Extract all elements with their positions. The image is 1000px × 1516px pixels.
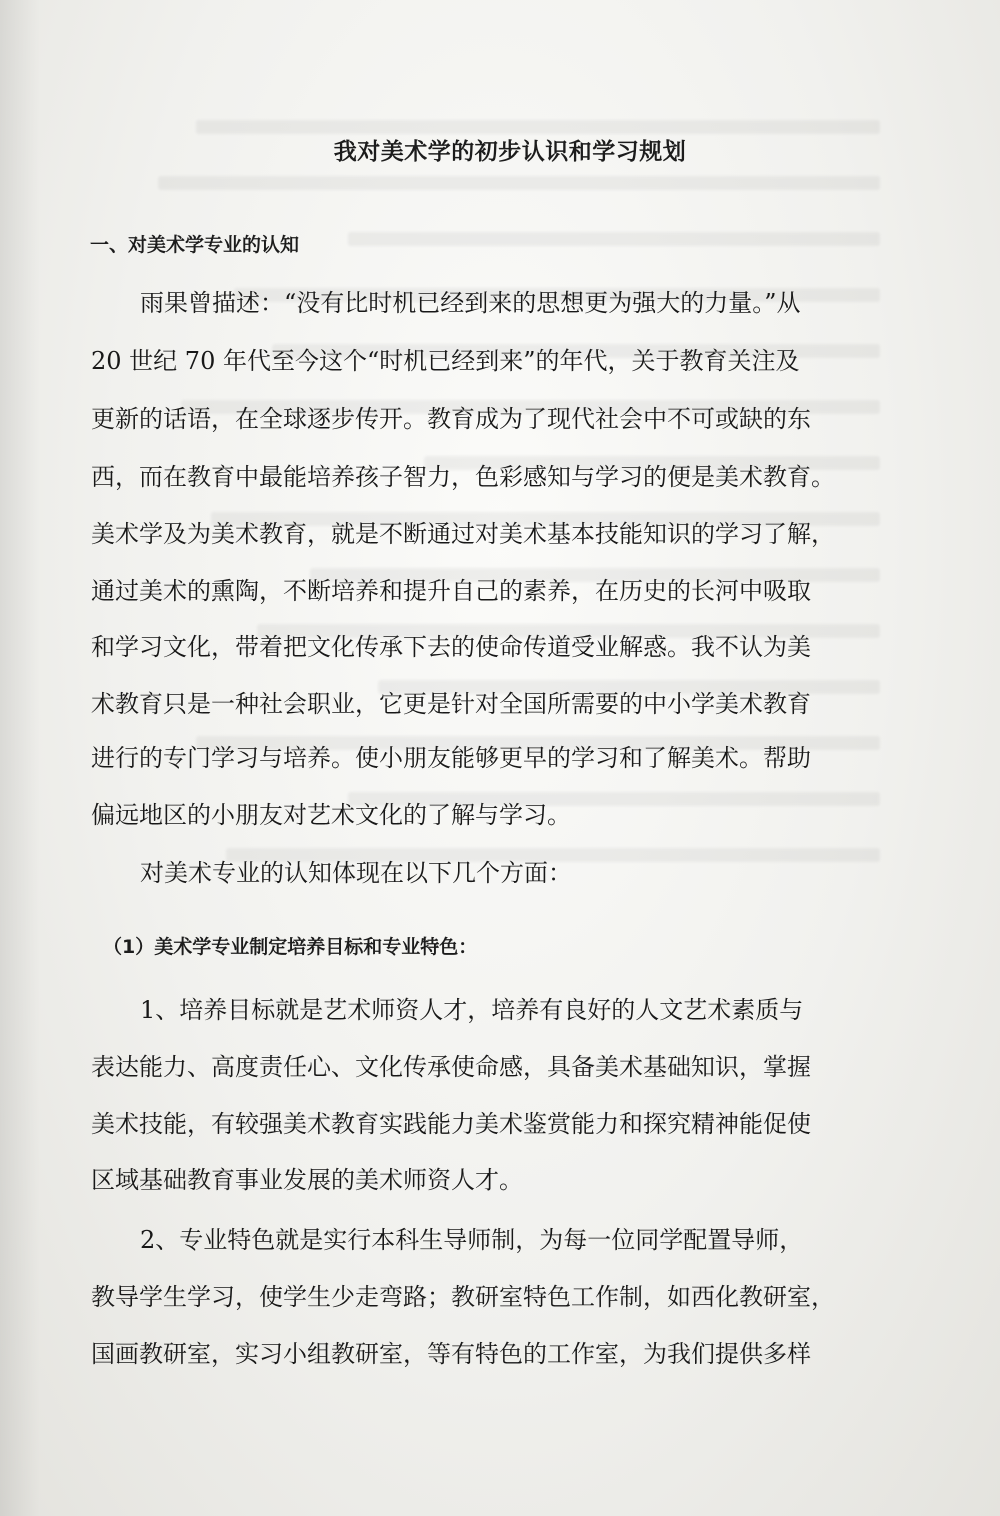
document-title: 我对美术学的初步认识和学习规划 (333, 139, 687, 165)
page-fold-shadow (0, 0, 40, 1516)
paragraph-line: 对美术专业的认知体现在以下几个方面： (140, 859, 572, 887)
paragraph-line: 进行的专门学习与培养。使小朋友能够更早的学习和了解美术。帮助 (91, 744, 811, 772)
paragraph-line: 更新的话语，在全球逐步传开。教育成为了现代社会中不可或缺的东 (91, 405, 811, 433)
list-item-line: 表达能力、高度责任心、文化传承使命感，具备美术基础知识，掌握 (91, 1053, 811, 1081)
paragraph-line: 通过美术的熏陶，不断培养和提升自己的素养，在历史的长河中吸取 (91, 577, 811, 605)
paragraph-line: 雨果曾描述：“没有比时机已经到来的思想更为强大的力量。”从 (140, 289, 801, 317)
list-item-line: 2、专业特色就是实行本科生导师制，为每一位同学配置导师， (140, 1226, 804, 1254)
list-item-line: 教导学生学习，使学生少走弯路；教研室特色工作制，如西化教研室， (91, 1283, 835, 1311)
section-heading: 一、对美术学专业的认知 (90, 234, 300, 256)
subsection-heading: （1）美术学专业制定培养目标和专业特色： (103, 936, 478, 958)
list-item-line: 1、培养目标就是艺术师资人才，培养有良好的人文艺术素质与 (140, 996, 804, 1024)
paragraph-line: 美术学及为美术教育，就是不断通过对美术基本技能知识的学习了解， (91, 520, 835, 548)
paragraph-line: 20 世纪 70 年代至今这个“时机已经到来”的年代，关于教育关注及 (91, 347, 800, 375)
list-item-line: 区域基础教育事业发展的美术师资人才。 (91, 1166, 523, 1194)
paragraph-line: 和学习文化，带着把文化传承下去的使命传道受业解惑。我不认为美 (91, 633, 811, 661)
list-item-line: 美术技能，有较强美术教育实践能力美术鉴赏能力和探究精神能促使 (91, 1110, 811, 1138)
paragraph-line: 偏远地区的小朋友对艺术文化的了解与学习。 (91, 801, 571, 829)
paragraph-line: 西，而在教育中最能培养孩子智力，色彩感知与学习的便是美术教育。 (91, 463, 835, 491)
list-item-line: 国画教研室，实习小组教研室，等有特色的工作室，为我们提供多样 (91, 1340, 811, 1368)
paragraph-line: 术教育只是一种社会职业，它更是针对全国所需要的中小学美术教育 (91, 690, 811, 718)
